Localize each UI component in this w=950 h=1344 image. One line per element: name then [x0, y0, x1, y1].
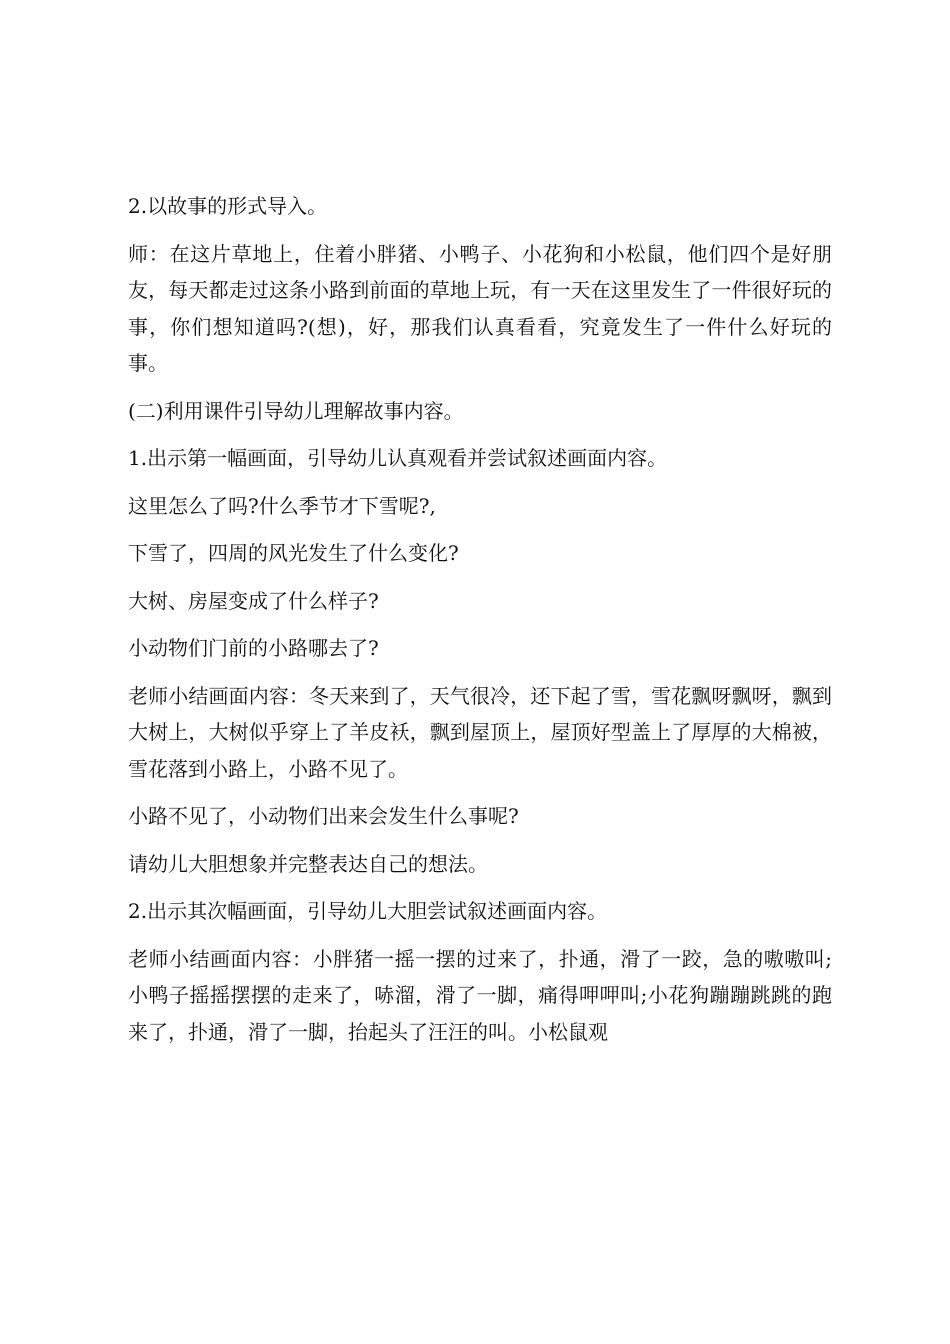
paragraph-question-5: 小路不见了，小动物们出来会发生什么事呢?	[128, 804, 519, 828]
paragraph-second-picture: 2.出示其次幅画面，引导幼儿大胆尝试叙述画面内容。	[128, 899, 608, 923]
paragraph-summary-1: 老师小结画面内容：冬天来到了，天气很冷，还下起了雪，雪花飘呀飘呀，飘到大树上，大树似乎穿上了羊皮袄，飘到屋顶上，屋顶好型盖上了厚厚的大棉被，雪花落到小路上，小路不见了。	[128, 683, 832, 781]
paragraph-teacher-story: 师：在这片草地上，住着小胖猪、小鸭子、小花狗和小松鼠，他们四个是好朋友，每天都走过这条小路到前面的草地上玩，有一天在这里发生了一件很好玩的事，你们想知道吗?(想)，好，那我们认真看看，究竟发生了一件什么好玩的事。	[128, 241, 832, 375]
paragraph-question-2: 下雪了，四周的风光发生了什么变化?	[128, 541, 459, 565]
paragraph-question-3: 大树、房屋变成了什么样子?	[128, 588, 379, 613]
paragraph-first-picture: 1.出示第一幅画面，引导幼儿认真观看并尝试叙述画面内容。	[128, 446, 668, 470]
paragraph-question-4: 小动物们门前的小路哪去了?	[128, 636, 379, 660]
paragraph-summary-2: 老师小结画面内容：小胖猪一摇一摆的过来了，扑通，滑了一跤，急的嗷嗷叫;小鸭子摇摇摆摆的走来了，哧溜，滑了一脚，痛得呷呷叫;小花狗蹦蹦跳跳的跑来了，扑通，滑了一脚，抬起头了汪汪的叫。小松鼠观	[128, 946, 832, 1044]
paragraph-imagine: 请幼儿大胆想象并完整表达自己的想法。	[128, 851, 488, 876]
paragraph-question-1: 这里怎么了吗?什么季节才下雪呢?,	[128, 493, 436, 518]
document-body	[128, 188, 832, 1061]
paragraph-section-heading: (二)利用课件引导幼儿理解故事内容。	[128, 398, 464, 423]
paragraph-intro-heading: 2.以故事的形式导入。	[128, 194, 328, 218]
